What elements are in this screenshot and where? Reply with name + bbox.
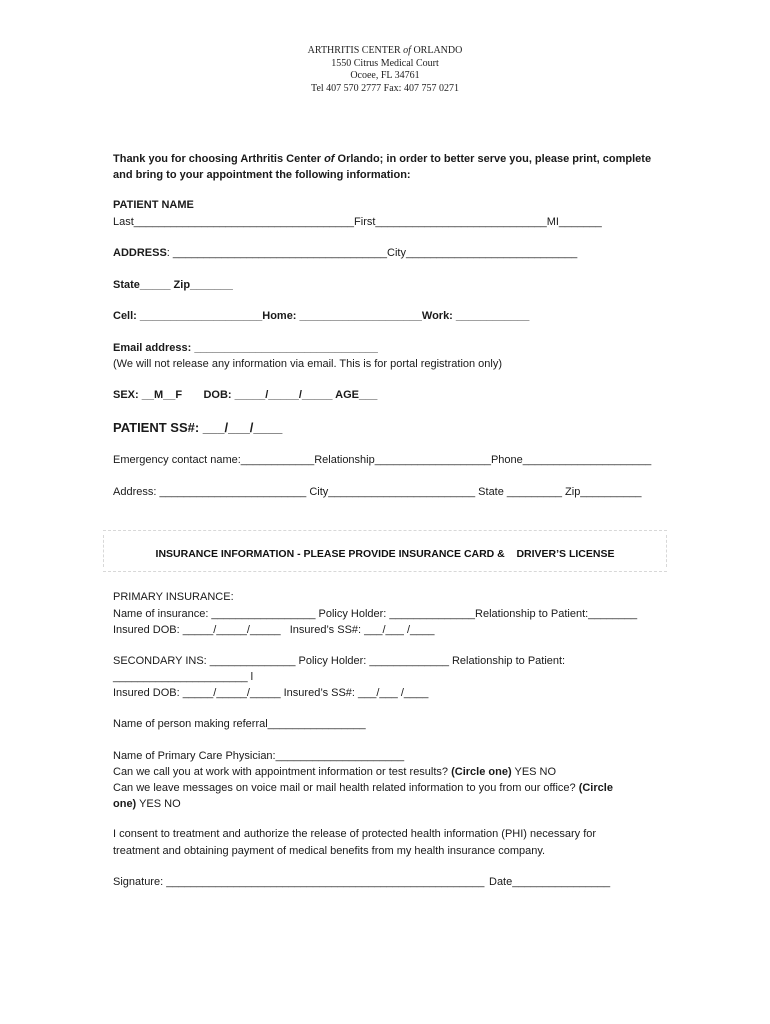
call-at-work-question[interactable]: Can we call you at work with appointment information or test results? (Circle one) YES NO [113,766,557,778]
clinic-name: ARTHRITIS CENTER of ORLANDO [307,45,463,56]
insurance-banner-title: INSURANCE INFORMATION - PLEASE PROVIDE INSURANCE CARD & DRIVER’S LICENSE [155,548,615,560]
secondary-insurance-field[interactable]: SECONDARY INS: ______________ Policy Holder: _____________ Relationship to Patient: [113,655,566,667]
clinic-city: Ocoee, FL 34761 [350,70,420,81]
intro-line-1: Thank you for choosing Arthritis Center of Orlando; in order to better serve you, please print, complete [113,153,652,165]
consent-line-1: I consent to treatment and authorize the release of protected health information (PHI) necessary for [113,828,597,840]
date-field[interactable]: Date________________ [489,876,611,888]
email-note: (We will not release any information via email. This is for portal registration only) [113,358,503,370]
pcp-field[interactable]: Name of Primary Care Physician:_____________________ [113,750,405,762]
voicemail-question-cont[interactable]: one) YES NO [113,798,181,810]
intro-line-2: and bring to your appointment the following information: [113,169,411,181]
emergency-address-field[interactable]: Address: ________________________ City________________________ State _________ Zip__________ [113,486,642,498]
primary-insured-dob-field[interactable]: Insured DOB: _____/_____/_____ Insured’s SS#: ___/___ /____ [113,624,435,636]
sex-dob-age-fields[interactable]: SEX: __M__F DOB: _____/_____/_____ AGE___ [113,389,378,401]
state-zip-field[interactable]: State_____ Zip_______ [113,279,233,291]
clinic-header [0,45,770,95]
email-field[interactable]: Email address: ______________________________ [113,342,378,354]
phone-fields[interactable]: Cell: ____________________Home: ____________________Work: ____________ [113,310,530,322]
clinic-phone: Tel 407 570 2777 Fax: 407 757 0271 [311,82,459,94]
patient-name-heading: PATIENT NAME [113,199,194,211]
address-field[interactable]: ADDRESS: ___________________________________City____________________________ [113,247,578,259]
primary-insurance-field[interactable]: Name of insurance: _________________ Policy Holder: ______________Relationship to Patient:________ [113,608,638,620]
secondary-insurance-field-cont[interactable]: ______________________ l [113,671,254,683]
voicemail-question[interactable]: Can we leave messages on voice mail or mail health related information to you from our office? (Circle [113,782,613,794]
patient-ss-field[interactable]: PATIENT SS#: ___/___/____ [113,420,283,435]
primary-insurance-label: PRIMARY INSURANCE: [113,591,234,603]
signature-field[interactable]: Signature: ____________________________________________________ [113,876,485,888]
patient-name-field[interactable]: Last____________________________________First____________________________MI_______ [113,216,602,228]
insurance-banner [103,530,667,572]
consent-line-2: treatment and obtaining payment of medical benefits from my health insurance company. [113,845,546,857]
clinic-street: 1550 Citrus Medical Court [331,57,439,69]
secondary-insured-dob-field[interactable]: Insured DOB: _____/_____/_____ Insured’s SS#: ___/___ /____ [113,687,429,699]
referral-field[interactable]: Name of person making referral________________ [113,718,366,730]
emergency-contact-field[interactable]: Emergency contact name:____________Relationship___________________Phone_____________________ [113,454,652,466]
